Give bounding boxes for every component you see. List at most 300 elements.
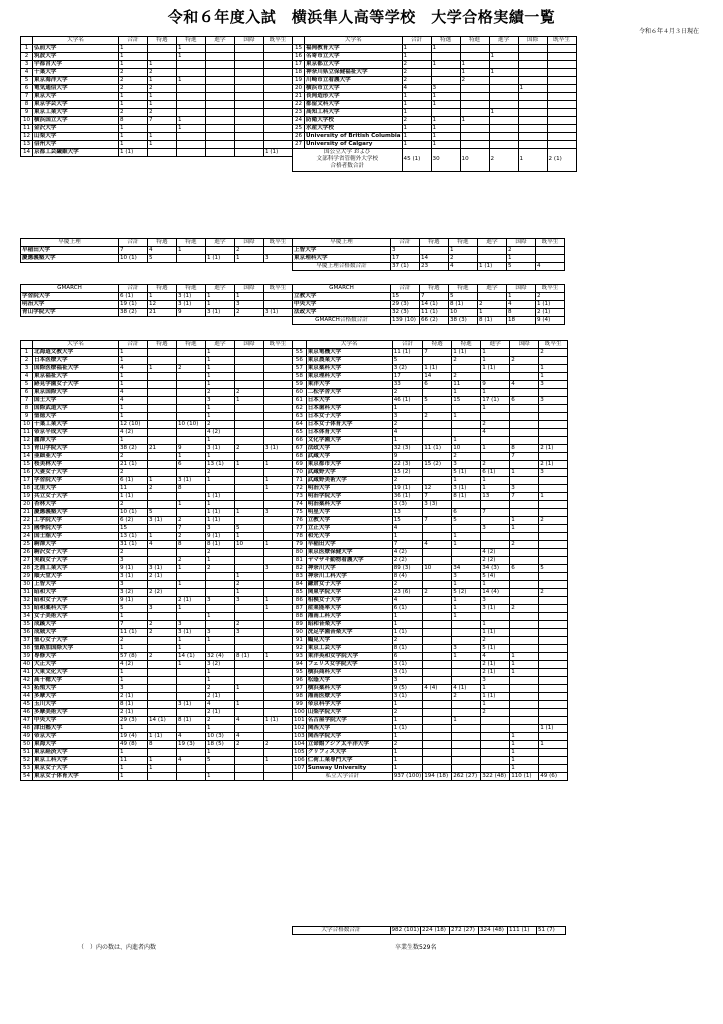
- row-number: 2: [21, 53, 33, 61]
- count-cell: 1: [402, 101, 431, 109]
- count-cell: 2 (2): [392, 557, 423, 565]
- count-cell: [452, 741, 481, 749]
- university-name: 聖路加国際大学: [33, 645, 119, 653]
- count-cell: 3: [264, 565, 293, 573]
- count-cell: 7: [119, 621, 148, 629]
- count-cell: [264, 573, 293, 581]
- header-university: 早慶上理: [293, 239, 391, 247]
- university-name: 松蔭大学: [306, 677, 392, 685]
- count-cell: [518, 77, 547, 85]
- count-cell: 2: [402, 117, 431, 125]
- count-cell: 1: [206, 677, 235, 685]
- university-name: 東京電機大学: [306, 349, 392, 357]
- count-cell: 4: [392, 597, 423, 605]
- count-cell: 1: [206, 773, 235, 781]
- total-cell: 1: [518, 149, 547, 172]
- count-cell: [148, 149, 177, 157]
- count-cell: [510, 365, 539, 373]
- table-row: [21, 701, 568, 709]
- count-cell: 14: [423, 373, 452, 381]
- count-cell: [177, 381, 206, 389]
- count-cell: 1: [235, 255, 264, 263]
- row-number: 19: [21, 493, 33, 501]
- count-cell: 6: [510, 565, 539, 573]
- university-name: 早稲田大学: [21, 247, 119, 255]
- count-cell: [423, 717, 452, 725]
- count-cell: [460, 101, 489, 109]
- count-cell: 1: [392, 533, 423, 541]
- total-label: [293, 149, 403, 172]
- count-cell: 2: [177, 517, 206, 525]
- count-cell: 1: [264, 477, 293, 485]
- count-cell: 1: [119, 645, 148, 653]
- count-cell: 4: [119, 389, 148, 397]
- count-cell: [264, 685, 293, 693]
- row-number: 68: [293, 453, 307, 461]
- university-name: 横浜市立大学: [305, 85, 403, 93]
- row-number: 14: [21, 149, 33, 157]
- count-cell: 3 (1): [206, 445, 235, 453]
- count-cell: 2 (1): [119, 709, 148, 717]
- count-cell: 21 (1): [119, 461, 148, 469]
- count-cell: 1: [206, 477, 235, 485]
- count-cell: 1: [177, 661, 206, 669]
- count-cell: [452, 677, 481, 685]
- count-cell: [423, 509, 452, 517]
- count-cell: [264, 469, 293, 477]
- row-number: 99: [293, 701, 307, 709]
- count-cell: 5: [452, 517, 481, 525]
- row-number: 80: [293, 549, 307, 557]
- table-row: [21, 653, 568, 661]
- row-number: 28: [21, 565, 33, 573]
- count-cell: 1: [119, 405, 148, 413]
- count-cell: [539, 637, 568, 645]
- count-cell: 1 (1): [119, 149, 148, 157]
- count-cell: 2: [235, 741, 264, 749]
- count-cell: 1: [206, 453, 235, 461]
- header-col: 合計: [391, 285, 420, 293]
- count-cell: 2: [539, 589, 568, 597]
- count-cell: 1: [539, 741, 568, 749]
- university-name: 相模女子大学: [306, 597, 392, 605]
- count-cell: 32 (3): [392, 445, 423, 453]
- count-cell: [539, 717, 568, 725]
- count-cell: [264, 349, 293, 357]
- count-cell: 2 (2): [481, 557, 510, 565]
- header-row: [21, 239, 565, 247]
- count-cell: 3 (2): [119, 589, 148, 597]
- count-cell: [478, 293, 507, 301]
- count-cell: [423, 653, 452, 661]
- total-cell: 18: [507, 317, 536, 325]
- count-cell: [539, 541, 568, 549]
- row-number: 64: [293, 421, 307, 429]
- count-cell: 1: [481, 685, 510, 693]
- university-name: 桜美林大学: [33, 461, 119, 469]
- count-cell: 4: [177, 757, 206, 765]
- header-university: GMARCH: [293, 285, 391, 293]
- row-number: 7: [21, 397, 33, 405]
- university-name: 二松学舎大学: [306, 389, 392, 397]
- count-cell: 6 (1): [119, 477, 148, 485]
- count-cell: [177, 389, 206, 397]
- count-cell: [264, 69, 293, 77]
- count-cell: 2: [460, 77, 489, 85]
- count-cell: 1: [510, 733, 539, 741]
- count-cell: 2: [392, 389, 423, 397]
- count-cell: 3: [235, 597, 264, 605]
- count-cell: [264, 77, 293, 85]
- count-cell: 1: [402, 109, 431, 117]
- count-cell: [235, 117, 264, 125]
- university-name: フェリス女学院大学: [306, 661, 392, 669]
- count-cell: 1: [148, 101, 177, 109]
- count-cell: 15: [452, 397, 481, 405]
- university-name: 立教大学: [306, 517, 392, 525]
- count-cell: 6 (1): [392, 605, 423, 613]
- table-row: [21, 309, 565, 317]
- count-cell: [206, 605, 235, 613]
- count-cell: [264, 429, 293, 437]
- count-cell: 1: [452, 605, 481, 613]
- count-cell: 1: [392, 701, 423, 709]
- count-cell: 1: [119, 765, 148, 773]
- header-col: 既卒生: [264, 285, 293, 293]
- count-cell: 1: [177, 125, 206, 133]
- count-cell: 1: [148, 141, 177, 149]
- count-cell: 1: [481, 701, 510, 709]
- soukei-block: [20, 238, 565, 271]
- header-col: 進学: [481, 341, 510, 349]
- count-cell: [235, 645, 264, 653]
- university-name: 高知工科大学: [305, 109, 403, 117]
- total-row: [21, 263, 565, 271]
- count-cell: 21: [148, 309, 177, 317]
- spacer: [21, 317, 293, 325]
- header-col: 特選: [148, 341, 177, 349]
- row-number: 83: [293, 573, 307, 581]
- count-cell: 1: [119, 677, 148, 685]
- university-name: 文化学園大学: [306, 437, 392, 445]
- count-cell: 2 (1): [206, 709, 235, 717]
- count-cell: [148, 661, 177, 669]
- count-cell: [423, 581, 452, 589]
- row-number: 52: [21, 757, 33, 765]
- university-name: 関東学院大学: [306, 589, 392, 597]
- as-of-date: 令和６年４月３日現在: [638, 28, 699, 35]
- count-cell: [452, 429, 481, 437]
- count-cell: [452, 557, 481, 565]
- count-cell: 3: [481, 597, 510, 605]
- total-label: 私立大学合計: [293, 773, 393, 781]
- count-cell: 1 (1): [119, 493, 148, 501]
- table-row: [21, 517, 568, 525]
- table-row: [21, 573, 568, 581]
- grand-total-cell: 51 (7): [537, 927, 566, 935]
- count-cell: 2: [148, 109, 177, 117]
- university-name: 帝京平成大学: [33, 429, 119, 437]
- table-row: [21, 413, 568, 421]
- count-cell: [423, 573, 452, 581]
- count-cell: 2: [119, 77, 148, 85]
- count-cell: [539, 429, 568, 437]
- count-cell: [510, 685, 539, 693]
- university-name: Sunway University: [306, 765, 392, 773]
- count-cell: 7: [510, 493, 539, 501]
- count-cell: [235, 429, 264, 437]
- count-cell: 2: [119, 549, 148, 557]
- count-cell: [264, 533, 293, 541]
- count-cell: 9: [481, 381, 510, 389]
- count-cell: [264, 397, 293, 405]
- total-cell: 4: [449, 263, 478, 271]
- count-cell: [206, 133, 235, 141]
- count-cell: 3: [206, 597, 235, 605]
- count-cell: [431, 53, 460, 61]
- count-cell: 1: [119, 373, 148, 381]
- row-number: 18: [21, 485, 33, 493]
- count-cell: [264, 125, 293, 133]
- count-cell: [510, 373, 539, 381]
- count-cell: 2: [119, 109, 148, 117]
- count-cell: 1 (1): [392, 629, 423, 637]
- university-name: 玉川大学: [33, 701, 119, 709]
- university-name: 国際医療福祉大学: [33, 365, 119, 373]
- count-cell: 32 (4): [206, 653, 235, 661]
- count-cell: 1: [206, 725, 235, 733]
- count-cell: 1: [452, 717, 481, 725]
- row-number: 25: [293, 125, 305, 133]
- count-cell: [264, 733, 293, 741]
- count-cell: [235, 349, 264, 357]
- count-cell: [235, 53, 264, 61]
- university-name: 駒澤大学: [33, 541, 119, 549]
- count-cell: 1: [431, 133, 460, 141]
- count-cell: 5: [206, 757, 235, 765]
- count-cell: [423, 669, 452, 677]
- row-number: 43: [21, 685, 33, 693]
- row-number: 19: [293, 77, 305, 85]
- count-cell: 1: [460, 117, 489, 125]
- university-name: 横浜薬科大学: [306, 685, 392, 693]
- total-cell: 322 (48): [481, 773, 510, 781]
- header-col: 国際: [518, 37, 547, 45]
- table-row: [21, 45, 577, 53]
- count-cell: [148, 501, 177, 509]
- count-cell: 1: [402, 141, 431, 149]
- count-cell: 15: [391, 293, 420, 301]
- count-cell: [481, 453, 510, 461]
- count-cell: 46 (1): [392, 397, 423, 405]
- count-cell: [264, 525, 293, 533]
- header-col: 既卒生: [536, 285, 565, 293]
- count-cell: [264, 581, 293, 589]
- count-cell: 2: [507, 247, 536, 255]
- count-cell: [423, 405, 452, 413]
- university-name: 関西学院大学: [306, 733, 392, 741]
- university-name: ヤマザキ動物看護大学: [306, 557, 392, 565]
- count-cell: 1: [431, 61, 460, 69]
- university-name: 青山学院大学: [33, 445, 119, 453]
- row-number: 10: [21, 117, 33, 125]
- count-cell: 1 (1): [536, 301, 565, 309]
- count-cell: 3: [539, 469, 568, 477]
- count-cell: 10 (10): [177, 421, 206, 429]
- count-cell: 3: [392, 413, 423, 421]
- table-row: [21, 581, 568, 589]
- count-cell: [423, 357, 452, 365]
- header-col: 既卒生: [264, 37, 293, 45]
- count-cell: 2: [449, 255, 478, 263]
- count-cell: 10: [452, 445, 481, 453]
- row-number: 3: [21, 61, 33, 69]
- count-cell: [264, 493, 293, 501]
- header-col: 特進: [452, 341, 481, 349]
- header-col: 合計: [119, 239, 148, 247]
- count-cell: 3 (1): [452, 485, 481, 493]
- count-cell: 1: [510, 765, 539, 773]
- table-row: [21, 509, 568, 517]
- row-number: 12: [21, 133, 33, 141]
- count-cell: [452, 501, 481, 509]
- count-cell: [547, 141, 576, 149]
- count-cell: [206, 765, 235, 773]
- row-number: 25: [21, 541, 33, 549]
- count-cell: [148, 701, 177, 709]
- count-cell: [264, 501, 293, 509]
- count-cell: 1: [206, 357, 235, 365]
- row-number: 22: [21, 517, 33, 525]
- count-cell: 1: [452, 413, 481, 421]
- count-cell: 1: [402, 125, 431, 133]
- university-name: 順天堂大学: [33, 573, 119, 581]
- count-cell: 1 (1): [264, 149, 293, 157]
- university-name: 上智大学: [293, 247, 391, 255]
- university-name: 上智大学: [33, 581, 119, 589]
- count-cell: 4 (2): [119, 429, 148, 437]
- count-cell: [264, 549, 293, 557]
- count-cell: 1: [148, 133, 177, 141]
- count-cell: [481, 717, 510, 725]
- count-cell: [423, 621, 452, 629]
- row-number: 11: [21, 429, 33, 437]
- count-cell: 2: [423, 413, 452, 421]
- row-number: 41: [21, 669, 33, 677]
- count-cell: [547, 133, 576, 141]
- count-cell: 13 (1): [206, 461, 235, 469]
- count-cell: [235, 549, 264, 557]
- count-cell: [148, 725, 177, 733]
- total-cell: 37 (1): [391, 263, 420, 271]
- row-number: 89: [293, 621, 307, 629]
- count-cell: [206, 247, 235, 255]
- count-cell: 2: [452, 693, 481, 701]
- count-cell: 5 (1): [481, 645, 510, 653]
- count-cell: 1: [119, 357, 148, 365]
- university-name: 昭和大学: [33, 589, 119, 597]
- table-row: [21, 247, 565, 255]
- count-cell: 1: [177, 453, 206, 461]
- count-cell: [539, 669, 568, 677]
- count-cell: [148, 469, 177, 477]
- row-number: 5: [21, 381, 33, 389]
- count-cell: 6: [392, 653, 423, 661]
- count-cell: 3: [206, 397, 235, 405]
- count-cell: 11: [119, 757, 148, 765]
- count-cell: [452, 725, 481, 733]
- header-university: 大学名: [306, 341, 392, 349]
- row-number: 84: [293, 581, 307, 589]
- count-cell: [177, 693, 206, 701]
- count-cell: [235, 77, 264, 85]
- count-cell: 5: [235, 525, 264, 533]
- count-cell: 2: [452, 357, 481, 365]
- count-cell: 1: [510, 469, 539, 477]
- count-cell: [264, 437, 293, 445]
- count-cell: 1: [489, 109, 518, 117]
- count-cell: [460, 53, 489, 61]
- row-number: 24: [293, 117, 305, 125]
- count-cell: 2 (1): [481, 661, 510, 669]
- count-cell: [423, 645, 452, 653]
- count-cell: 3: [481, 525, 510, 533]
- count-cell: 1 (1): [481, 629, 510, 637]
- header-col: 合計: [119, 37, 148, 45]
- count-cell: [206, 117, 235, 125]
- header-col: 国際: [510, 341, 539, 349]
- table-row: [21, 109, 577, 117]
- count-cell: 1: [148, 477, 177, 485]
- count-cell: [148, 373, 177, 381]
- count-cell: 2 (1): [536, 309, 565, 317]
- count-cell: 2: [402, 77, 431, 85]
- table-row: [21, 669, 568, 677]
- count-cell: 1: [206, 557, 235, 565]
- count-cell: 2: [119, 501, 148, 509]
- university-name: University of Calgary: [305, 141, 403, 149]
- count-cell: [177, 773, 206, 781]
- grand-total-row: [20, 927, 566, 935]
- count-cell: [148, 397, 177, 405]
- count-cell: [235, 405, 264, 413]
- count-cell: 1: [507, 293, 536, 301]
- count-cell: [460, 141, 489, 149]
- count-cell: [539, 509, 568, 517]
- count-cell: 2: [206, 469, 235, 477]
- count-cell: 1: [177, 53, 206, 61]
- count-cell: [148, 613, 177, 621]
- count-cell: [518, 101, 547, 109]
- count-cell: 9: [177, 445, 206, 453]
- count-cell: [547, 45, 576, 53]
- count-cell: 7: [510, 453, 539, 461]
- count-cell: 3: [510, 485, 539, 493]
- header-col: 国際: [507, 285, 536, 293]
- count-cell: 1: [177, 605, 206, 613]
- count-cell: [206, 149, 235, 157]
- count-cell: [423, 549, 452, 557]
- university-name: 関西大学: [306, 725, 392, 733]
- count-cell: 1: [148, 533, 177, 541]
- count-cell: [518, 133, 547, 141]
- header-col: 既卒生: [539, 341, 568, 349]
- count-cell: [264, 357, 293, 365]
- row-number: 59: [293, 381, 307, 389]
- count-cell: [177, 61, 206, 69]
- count-cell: 8: [177, 485, 206, 493]
- count-cell: 4: [119, 365, 148, 373]
